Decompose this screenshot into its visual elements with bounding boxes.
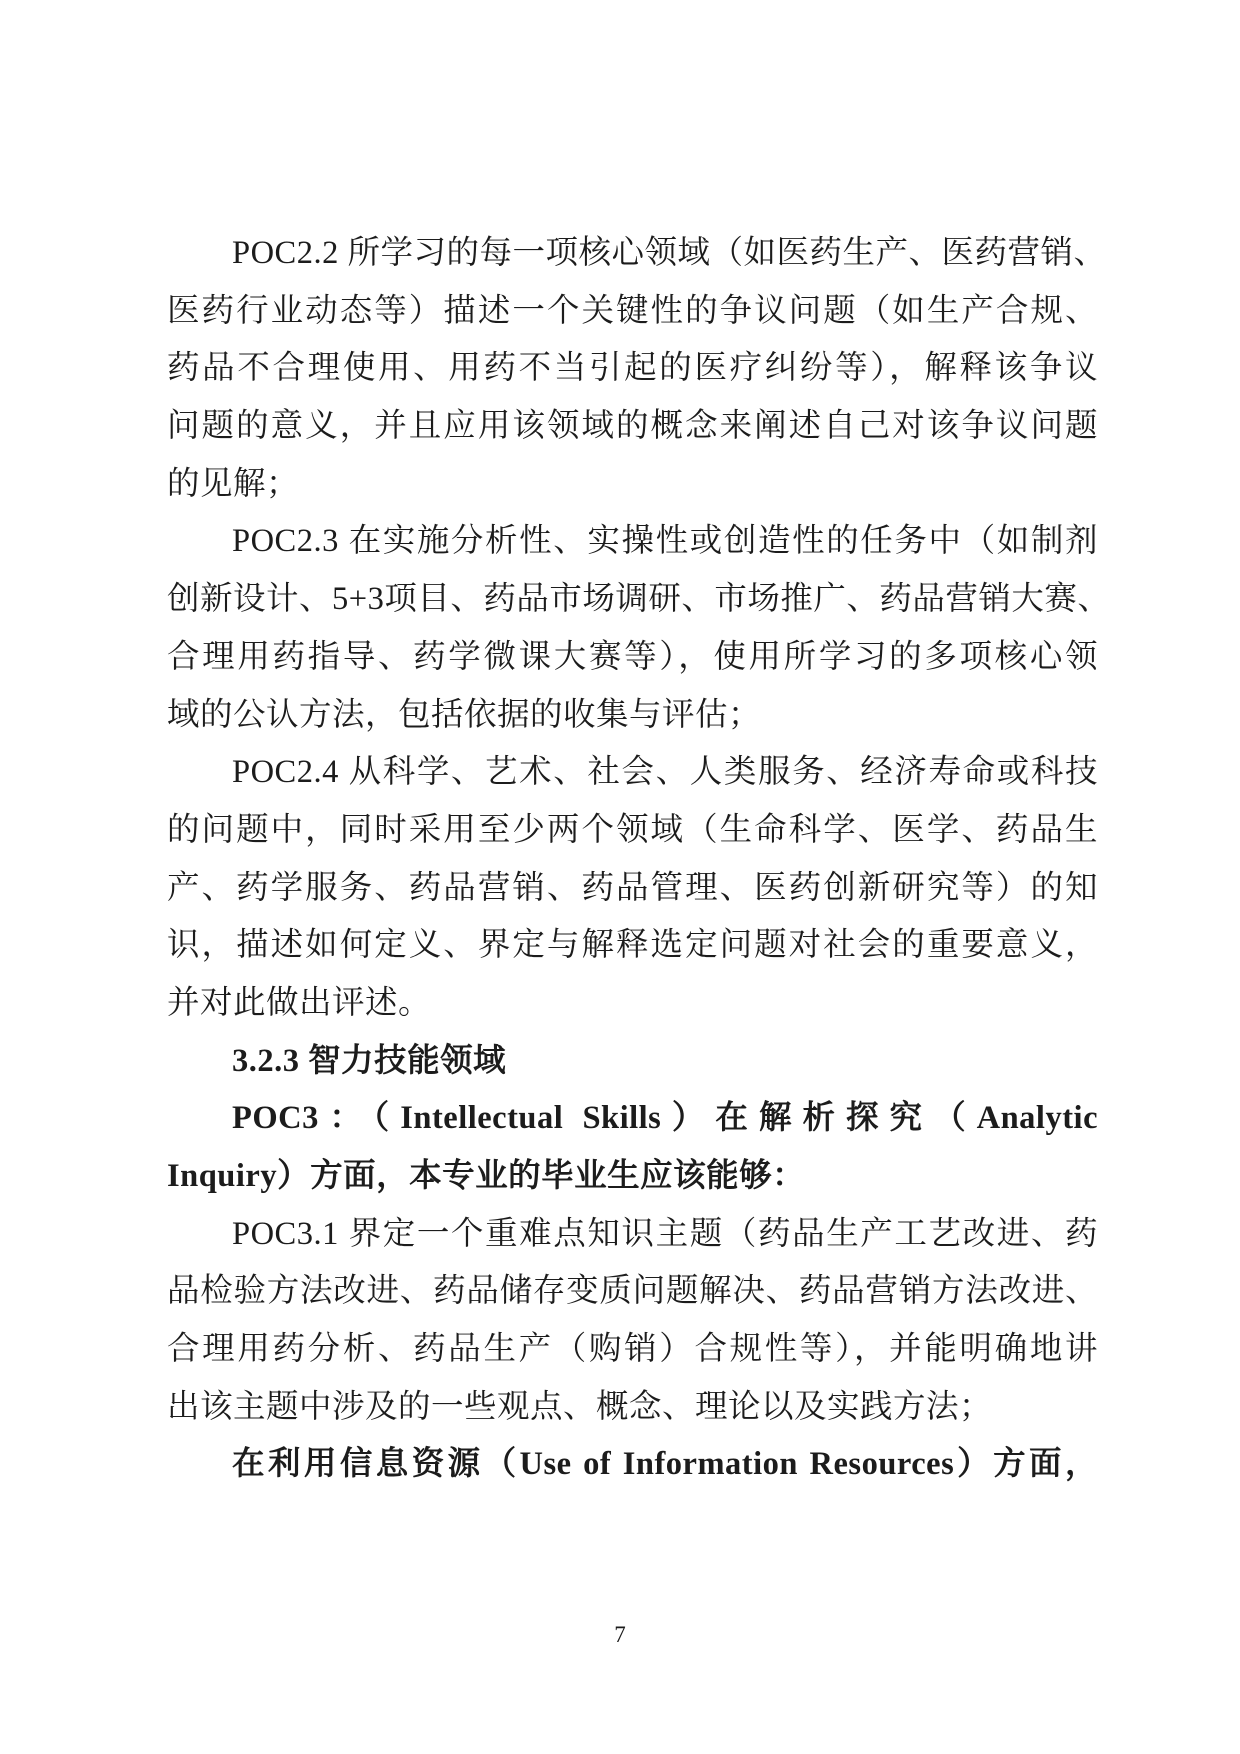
text-line: POC3.1 界定一个重难点知识主题（药品生产工艺改进、药 (232, 1215, 1098, 1252)
text-line: POC2.4 从科学、艺术、社会、人类服务、经济寿命或科技 (232, 754, 1098, 791)
text-line: 域的公认方法，包括依据的收集与评估； (167, 696, 762, 733)
text-line: 并对此做出评述。 (167, 984, 432, 1021)
text-line: 出该主题中涉及的一些观点、概念、理论以及实践方法； (167, 1388, 993, 1425)
text-line: 合理用药指导、药学微课大赛等），使用所学习的多项核心领 (167, 638, 1098, 675)
text-line: 医药行业动态等）描述一个关键性的争议问题（如生产合规、 (167, 292, 1098, 329)
text-line: 的见解； (167, 465, 300, 502)
text-line: POC2.3 在实施分析性、实操性或创造性的任务中（如制剂 (232, 523, 1098, 560)
page-number: 7 (614, 1622, 626, 1647)
text-line: 产、药学服务、药品营销、药品管理、医药创新研究等）的知 (167, 869, 1098, 906)
text-line: 药品不合理使用、用药不当引起的医疗纠纷等），解释该争议 (167, 350, 1098, 387)
text-line: 问题的意义，并且应用该领域的概念来阐述自己对该争议问题 (167, 408, 1098, 445)
text-line: POC2.2 所学习的每一项核心领域（如医药生产、医药营销、 (232, 235, 1107, 271)
text-line: 的问题中，同时采用至少两个领域（生命科学、医学、药品生 (167, 811, 1098, 848)
text-line: Inquiry）方面，本专业的毕业生应该能够： (167, 1158, 806, 1194)
section-heading: 3.2.3 智力技能领域 (232, 1042, 507, 1079)
text-line: 创新设计、5+3项目、药品市场调研、市场推广、药品营销大赛、 (167, 581, 1111, 618)
document-body (167, 225, 1111, 1494)
text-line: 品检验方法改进、药品储存变质问题解决、药品营销方法改进、 (167, 1273, 1098, 1310)
text-line: 识，描述如何定义、界定与解释选定问题对社会的重要意义， (167, 927, 1098, 964)
page-footer (0, 1620, 1240, 1650)
text-line: 合理用药分析、药品生产（购销）合规性等），并能明确地讲 (167, 1331, 1098, 1368)
text-line: POC3：（Intellectual Skills）在解析探究（Analytic (232, 1100, 1098, 1137)
text-line: 在利用信息资源（Use of Information Resources）方面， (232, 1446, 1098, 1483)
